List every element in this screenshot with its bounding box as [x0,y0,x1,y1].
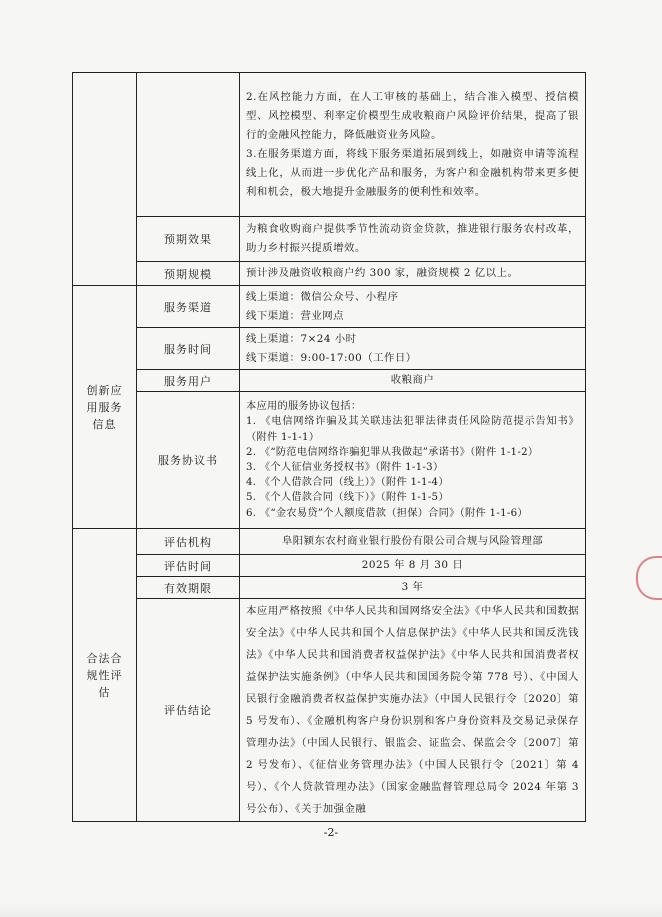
validity-label: 有效期限 [137,577,240,599]
offline-channel: 线下渠道：营业网点 [246,309,345,322]
agreement-item: 5. 《个人借款合同（线下）》（附件 1-1-5） [246,492,449,504]
expected-effect-label: 预期效果 [137,217,240,262]
service-channel-label: 服务渠道 [137,286,240,328]
table-row [73,73,586,217]
table-row [73,392,586,529]
expected-scale-value: 预计涉及融资收粮商户约 300 家，融资规模 2 亿以上。 [240,262,586,286]
upper-label-cell [137,73,240,217]
table-row [73,286,586,328]
eval-date-label: 评估时间 [137,555,240,577]
eval-org-label: 评估机构 [137,529,240,555]
scan-edge [0,904,662,917]
agreement-item: 2. 《“防范电信网络诈骗犯罪从我做起”承诺书》（附件 1-1-2） [246,446,539,458]
upper-section-cell [73,73,137,286]
service-section-label [73,286,137,529]
table-row [73,577,586,599]
seal-stamp-fragment [636,556,662,600]
conclusion-value: 本应用严格按照《中华人民共和国网络安全法》《中华人民共和国数据安全法》《中华人民共和国个人信息保护法》《中华人民共和国反洗钱法》《中华人民共和国消费者权益保护法》《中华人民共和国消费者权益保护法实施条例》（中华人民共和国国务院令第 778 号）、《中国人民银行金融消费者权益保护实施办法》（中国人民银行令〔2020〕第 5 号发布）、《金融机构客户身份识别和客户身份资料及交易记录保存管理办法》（中国人民银行、银监会、证监会、保监会令〔2007〕第 2 号发布）、《征信业务管理办法》（中国人民银行令〔2021〕第 4 号）、《个人贷款管理办法》（国家金融监督管理总局令 2024 年第 3 号公布）、《关于加强金融 [240,599,586,822]
table-row [73,370,586,392]
conclusion-label: 评估结论 [137,599,240,822]
agreement-item: 6. 《“金农易贷”个人额度借款（担保）合同》（附件 1-1-6） [246,507,528,519]
page-number: -2- [323,826,339,839]
compliance-section-label [73,529,137,822]
risk-control-text: 2.在风控能力方面，在人工审核的基础上，结合准入模型、授信模型、风控模型、利率定价模型生成收粮商户风险评价结果，提高了银行的金融风控能力，降低融资业务风险。 [246,90,579,141]
agreement-intro: 本应用的服务协议包括： [246,401,362,413]
agreement-item: 4. 《个人借款合同（线上）》（附件 1-1-4） [246,477,449,489]
table-row [73,217,586,262]
application-info-table [72,72,586,822]
eval-org-value: 阜阳颍东农村商业银行股份有限公司合规与风险管理部 [240,529,586,555]
expected-scale-label: 预期规模 [137,262,240,286]
service-time-label: 服务时间 [137,328,240,370]
online-channel: 线上渠道：微信公众号、小程序 [246,290,399,303]
agreement-item: 3. 《个人征信业务授权书》（附件 1-1-3） [246,462,444,473]
service-section-text: 创新应用服务信息 [86,383,123,431]
service-agreement-value [240,392,586,529]
compliance-section-text: 合法合规性评估 [86,651,123,699]
table-row [73,529,586,555]
online-time: 线上渠道：7×24 小时 [246,332,357,345]
offline-time: 线下渠道：9:00-17:00（工作日） [246,351,417,364]
table-row [73,262,586,286]
validity-value: 3 年 [240,577,586,599]
service-time-value [240,328,586,370]
eval-date-value: 2025 年 8 月 30 日 [240,555,586,577]
table-row [73,328,586,370]
service-users-value: 收粮商户 [240,370,586,392]
agreement-item: 1. 《电信网络诈骗及其关联违法犯罪法律责任风险防范提示告知书》（附件 1-1-1） [246,416,579,443]
expected-effect-value: 为粮食收购商户提供季节性流动资金贷款，推进银行服务农村改革，助力乡村振兴提质增效。 [240,217,586,262]
service-agreement-label: 服务协议书 [137,392,240,529]
service-users-label: 服务用户 [137,370,240,392]
service-channel-value [240,286,586,328]
service-channel-text: 3.在服务渠道方面，将线下服务渠道拓展到线上，如融资申请等流程线上化，从而进一步优化产品和服务，为客户和金融机构带来更多便利和机会，极大地提升金融服务的便利性和效率。 [246,147,579,198]
table-row [73,555,586,577]
upper-content-cell [240,73,586,217]
table-row [73,599,586,822]
